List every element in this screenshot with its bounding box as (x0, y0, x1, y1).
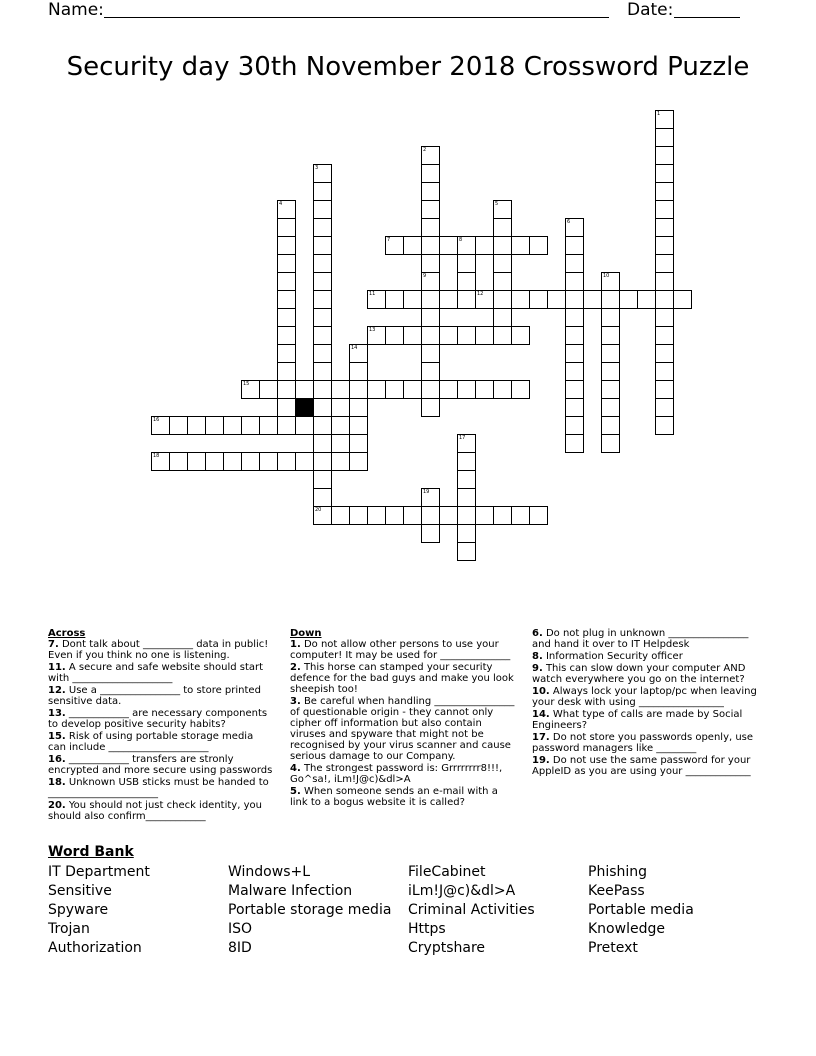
grid-cell[interactable] (655, 128, 674, 147)
grid-cell[interactable] (565, 326, 584, 345)
cell-number: 15 (243, 381, 250, 387)
clue-number: 12. (48, 685, 66, 696)
word-bank-item: Cryptshare (408, 940, 485, 956)
clue-text: Be careful when handling ________________ of questionable origin - they cannot only cipher off information but also contain viruses and spyware that might not be recognised by your virus scanner and cause serious damage to our Company. (290, 696, 515, 762)
grid-cell[interactable] (367, 506, 386, 525)
grid-cell[interactable] (421, 200, 440, 219)
grid-cell[interactable] (277, 344, 296, 363)
cell-number: 16 (153, 417, 160, 423)
clue-text: Information Security officer (542, 651, 683, 662)
clue-item (532, 651, 760, 662)
grid-cell[interactable] (403, 326, 422, 345)
grid-cell[interactable] (223, 452, 242, 471)
clue-item (532, 663, 760, 685)
grid-cell[interactable] (511, 326, 530, 345)
grid-cell[interactable] (439, 380, 458, 399)
word-bank-item: FileCabinet (408, 864, 486, 880)
grid-cell[interactable] (277, 452, 296, 471)
name-label: Name: (48, 0, 104, 20)
grid-cell[interactable] (313, 218, 332, 237)
grid-cell[interactable] (493, 326, 512, 345)
clue-item (290, 662, 515, 695)
page-title: Security day 30th November 2018 Crossword Puzzle (66, 52, 750, 82)
cell-number: 13 (369, 327, 376, 333)
word-bank-item: Windows+L (228, 864, 311, 880)
clue-item (48, 777, 273, 799)
grid-cell[interactable] (313, 200, 332, 219)
grid-cell[interactable] (655, 110, 674, 129)
clue-item (532, 709, 760, 731)
down-clues (290, 628, 515, 809)
grid-cell[interactable] (601, 326, 620, 345)
across-clues (48, 628, 273, 823)
grid-cell[interactable] (403, 380, 422, 399)
grid-cell[interactable] (493, 272, 512, 291)
grid-cell[interactable] (313, 326, 332, 345)
grid-cell[interactable] (457, 326, 476, 345)
word-bank-item: ISO (228, 921, 253, 937)
grid-cell[interactable] (511, 380, 530, 399)
cell-number: 11 (369, 291, 376, 297)
clue-number: 18. (48, 777, 66, 788)
grid-cell[interactable] (313, 398, 332, 417)
clue-number: 13. (48, 708, 66, 719)
grid-cell[interactable] (601, 272, 620, 291)
clue-text: This horse can stamped your security defence for the bad guys and make you look sheepish too! (290, 662, 514, 695)
grid-cell[interactable] (601, 416, 620, 435)
grid-cell[interactable] (313, 470, 332, 489)
grid-cell[interactable] (295, 452, 314, 471)
grid-cell[interactable] (367, 326, 386, 345)
clue-number: 20. (48, 800, 66, 811)
cell-number: 17 (459, 435, 466, 441)
grid-cell[interactable] (349, 506, 368, 525)
grid-cell[interactable] (313, 236, 332, 255)
word-bank-item: Https (408, 921, 446, 937)
clue-text: You should not just check identity, you should also confirm____________ (48, 800, 262, 822)
grid-cell[interactable] (421, 218, 440, 237)
word-bank-item: Sensitive (48, 883, 112, 899)
grid-cell[interactable] (565, 344, 584, 363)
grid-cell[interactable] (637, 290, 656, 309)
grid-cell[interactable] (277, 236, 296, 255)
grid-cell[interactable] (457, 272, 476, 291)
grid-cell[interactable] (475, 290, 494, 309)
grid-cell[interactable] (493, 380, 512, 399)
grid-cell[interactable] (385, 236, 404, 255)
grid-cell[interactable] (259, 380, 278, 399)
grid-cell[interactable] (331, 416, 350, 435)
grid-cell[interactable] (277, 380, 296, 399)
grid-cell[interactable] (421, 506, 440, 525)
across-heading: Across (48, 628, 86, 639)
grid-cell[interactable] (313, 380, 332, 399)
down-heading: Down (290, 628, 322, 639)
clue-text: Do not allow other persons to use your computer! It may be used for ______________ (290, 639, 511, 661)
word-bank-item: Portable media (588, 902, 694, 918)
grid-cell[interactable] (511, 506, 530, 525)
word-bank-item: Pretext (588, 940, 638, 956)
word-bank-item: Trojan (48, 921, 90, 937)
clue-item (532, 755, 760, 777)
clue-text: Do not use the same password for your AppleID as you are using your _____________ (532, 755, 751, 777)
clue-text: ____________ are necessary components to develop positive security habits? (48, 708, 268, 730)
word-bank-item: 8ID (228, 940, 252, 956)
cell-number: 12 (477, 291, 484, 297)
grid-cell[interactable] (313, 416, 332, 435)
cell-number: 8 (459, 237, 463, 243)
grid-cell[interactable] (241, 416, 260, 435)
word-bank-item: Spyware (48, 902, 109, 918)
grid-cell[interactable] (565, 272, 584, 291)
grid-cell[interactable] (457, 380, 476, 399)
grid-cell[interactable] (403, 506, 422, 525)
cell-number: 4 (279, 201, 283, 207)
grid-cell[interactable] (565, 398, 584, 417)
clue-text: Always lock your laptop/pc when leaving your desk with using _________________ (532, 686, 757, 708)
grid-cell[interactable] (511, 236, 530, 255)
clue-item (290, 786, 515, 808)
grid-cell[interactable] (529, 506, 548, 525)
grid-cell[interactable] (313, 362, 332, 381)
grid-cell[interactable] (241, 452, 260, 471)
grid-cell[interactable] (421, 362, 440, 381)
grid-cell[interactable] (169, 416, 188, 435)
grid-cell[interactable] (655, 380, 674, 399)
grid-cell[interactable] (547, 290, 566, 309)
grid-cell[interactable] (385, 326, 404, 345)
grid-cell[interactable] (241, 380, 260, 399)
grid-cell[interactable] (187, 416, 206, 435)
grid-cell[interactable] (277, 218, 296, 237)
grid-cell[interactable] (313, 308, 332, 327)
cell-number: 2 (423, 147, 427, 153)
clue-number: 15. (48, 731, 66, 742)
grid-cell[interactable] (421, 164, 440, 183)
word-bank-item: Portable storage media (228, 902, 392, 918)
grid-cell[interactable] (313, 506, 332, 525)
clue-number: 5. (290, 786, 301, 797)
grid-cell[interactable] (655, 182, 674, 201)
grid-cell[interactable] (655, 272, 674, 291)
clue-number: 1. (290, 639, 301, 650)
word-bank-column (408, 863, 535, 958)
word-bank-item: Knowledge (588, 921, 665, 937)
grid-cell[interactable] (385, 506, 404, 525)
grid-cell[interactable] (529, 236, 548, 255)
grid-cell[interactable] (169, 452, 188, 471)
word-bank-item: Malware Infection (228, 883, 353, 899)
grid-cell[interactable] (403, 236, 422, 255)
grid-cell[interactable] (277, 254, 296, 273)
grid-cell[interactable] (277, 290, 296, 309)
grid-cell[interactable] (331, 506, 350, 525)
clue-text: Do not plug in unknown ________________ and hand it over to IT Helpdesk (532, 628, 749, 650)
grid-cell[interactable] (259, 416, 278, 435)
clue-text: The strongest password is: Grrrrrrrr8!!!, Go^sa!, iLm!J@c)&dl>A (290, 763, 503, 785)
grid-cell[interactable] (439, 326, 458, 345)
grid-cell[interactable] (601, 362, 620, 381)
grid-cell[interactable] (601, 380, 620, 399)
grid-cell[interactable] (655, 308, 674, 327)
grid-cell[interactable] (313, 488, 332, 507)
grid-cell[interactable] (349, 380, 368, 399)
grid-cell[interactable] (205, 416, 224, 435)
cell-number: 6 (567, 219, 571, 225)
word-bank-column (588, 863, 694, 958)
grid-cell[interactable] (655, 200, 674, 219)
clue-number: 10. (532, 686, 550, 697)
grid-cell[interactable] (655, 146, 674, 165)
grid-cell[interactable] (439, 290, 458, 309)
word-bank-title: Word Bank (48, 844, 134, 860)
grid-cell[interactable] (655, 236, 674, 255)
grid-cell[interactable] (277, 362, 296, 381)
down-clues-continued (532, 628, 760, 778)
grid-cell[interactable] (457, 488, 476, 507)
grid-cell[interactable] (421, 380, 440, 399)
grid-cell[interactable] (349, 434, 368, 453)
cell-number: 9 (423, 273, 427, 279)
clue-text: A secure and safe website should start with ____________________ (48, 662, 264, 684)
grid-cell[interactable] (277, 398, 296, 417)
clue-text: What type of calls are made by Social Engineers? (532, 709, 743, 731)
grid-cell[interactable] (421, 290, 440, 309)
grid-cell[interactable] (565, 434, 584, 453)
grid-cell[interactable] (331, 452, 350, 471)
grid-cell[interactable] (655, 290, 674, 309)
grid-cell[interactable] (421, 236, 440, 255)
grid-cell[interactable] (403, 290, 422, 309)
grid-cell[interactable] (457, 236, 476, 255)
grid-cell[interactable] (295, 416, 314, 435)
grid-cell[interactable] (277, 308, 296, 327)
grid-cell[interactable] (565, 362, 584, 381)
clue-item (48, 708, 273, 730)
grid-cell[interactable] (457, 470, 476, 489)
grid-cell[interactable] (313, 344, 332, 363)
grid-cell[interactable] (313, 164, 332, 183)
black-cell (295, 398, 314, 417)
clue-item (48, 639, 273, 661)
clue-text: ____________ transfers are stronly encrypted and more secure using passwords (48, 754, 273, 776)
clue-item (532, 732, 760, 754)
clue-number: 14. (532, 709, 550, 720)
grid-cell[interactable] (511, 290, 530, 309)
grid-cell[interactable] (385, 290, 404, 309)
grid-cell[interactable] (331, 380, 350, 399)
grid-cell[interactable] (493, 236, 512, 255)
grid-cell[interactable] (313, 272, 332, 291)
clue-item (290, 639, 515, 661)
grid-cell[interactable] (223, 416, 242, 435)
clue-text: Use a ________________ to store printed sensitive data. (48, 685, 261, 707)
cell-number: 19 (423, 489, 430, 495)
grid-cell[interactable] (349, 344, 368, 363)
clue-item (532, 686, 760, 708)
grid-cell[interactable] (349, 416, 368, 435)
clue-text: Do not store you passwords openly, use password managers like ________ (532, 732, 754, 754)
cell-number: 5 (495, 201, 499, 207)
grid-cell[interactable] (385, 380, 404, 399)
grid-cell[interactable] (655, 344, 674, 363)
grid-cell[interactable] (151, 452, 170, 471)
grid-cell[interactable] (421, 398, 440, 417)
grid-cell[interactable] (277, 326, 296, 345)
grid-cell[interactable] (655, 164, 674, 183)
grid-cell[interactable] (277, 272, 296, 291)
grid-cell[interactable] (655, 416, 674, 435)
clue-number: 17. (532, 732, 550, 743)
clue-item (290, 763, 515, 785)
grid-cell[interactable] (205, 452, 224, 471)
grid-cell[interactable] (457, 290, 476, 309)
grid-cell[interactable] (313, 434, 332, 453)
grid-cell[interactable] (565, 236, 584, 255)
clue-item (532, 628, 760, 650)
grid-cell[interactable] (439, 236, 458, 255)
grid-cell[interactable] (655, 362, 674, 381)
grid-cell[interactable] (295, 380, 314, 399)
clue-number: 9. (532, 663, 543, 674)
cell-number: 7 (387, 237, 391, 243)
cell-number: 20 (315, 507, 322, 513)
grid-cell[interactable] (475, 506, 494, 525)
grid-cell[interactable] (583, 290, 602, 309)
word-bank-item: Authorization (48, 940, 142, 956)
grid-cell[interactable] (421, 344, 440, 363)
grid-cell[interactable] (475, 236, 494, 255)
word-bank-item: KeePass (588, 883, 645, 899)
grid-cell[interactable] (601, 308, 620, 327)
grid-cell[interactable] (313, 290, 332, 309)
grid-cell[interactable] (493, 218, 512, 237)
clue-item (290, 696, 515, 762)
grid-cell[interactable] (475, 326, 494, 345)
grid-cell[interactable] (601, 344, 620, 363)
grid-cell[interactable] (565, 380, 584, 399)
word-bank-item: Phishing (588, 864, 648, 880)
grid-cell[interactable] (619, 290, 638, 309)
clue-item (48, 731, 273, 753)
clue-number: 8. (532, 651, 543, 662)
grid-cell[interactable] (655, 218, 674, 237)
grid-cell[interactable] (349, 362, 368, 381)
word-bank-column (228, 863, 391, 958)
cell-number: 10 (603, 273, 610, 279)
grid-cell[interactable] (565, 290, 584, 309)
grid-cell[interactable] (277, 416, 296, 435)
grid-cell[interactable] (313, 254, 332, 273)
grid-cell[interactable] (349, 398, 368, 417)
grid-cell[interactable] (421, 308, 440, 327)
grid-cell[interactable] (367, 290, 386, 309)
grid-cell[interactable] (475, 380, 494, 399)
clue-text: Unknown USB sticks must be handed to ______________________ (48, 777, 269, 799)
grid-cell[interactable] (655, 254, 674, 273)
cell-number: 1 (657, 111, 661, 117)
grid-cell[interactable] (601, 290, 620, 309)
grid-cell[interactable] (439, 506, 458, 525)
clue-item (48, 754, 273, 776)
grid-cell[interactable] (421, 524, 440, 543)
grid-cell[interactable] (421, 488, 440, 507)
grid-cell[interactable] (277, 200, 296, 219)
grid-cell[interactable] (529, 290, 548, 309)
clue-number: 16. (48, 754, 66, 765)
clue-text: Risk of using portable storage media can include ____________________ (48, 731, 254, 753)
grid-cell[interactable] (565, 254, 584, 273)
grid-cell[interactable] (421, 254, 440, 273)
clue-number: 2. (290, 662, 301, 673)
clue-number: 19. (532, 755, 550, 766)
grid-cell[interactable] (673, 290, 692, 309)
grid-cell[interactable] (493, 506, 512, 525)
clue-text: When someone sends an e-mail with a link to a bogus website it is called? (290, 786, 498, 808)
grid-cell[interactable] (457, 434, 476, 453)
grid-cell[interactable] (259, 452, 278, 471)
clue-item (48, 685, 273, 707)
grid-cell[interactable] (493, 200, 512, 219)
grid-cell[interactable] (655, 398, 674, 417)
clue-text: This can slow down your computer AND watch everywhere you go on the internet? (532, 663, 746, 685)
grid-cell[interactable] (565, 308, 584, 327)
grid-cell[interactable] (655, 326, 674, 345)
word-bank-item: IT Department (48, 864, 150, 880)
grid-cell[interactable] (151, 416, 170, 435)
clue-number: 7. (48, 639, 59, 650)
cell-number: 3 (315, 165, 319, 171)
cell-number: 18 (153, 453, 160, 459)
grid-cell[interactable] (565, 218, 584, 237)
clue-text: Dont talk about __________ data in public! Even if you think no one is listening. (48, 639, 269, 661)
grid-cell[interactable] (187, 452, 206, 471)
grid-cell[interactable] (421, 182, 440, 201)
word-bank-item: Criminal Activities (408, 902, 535, 918)
grid-cell[interactable] (421, 146, 440, 165)
grid-cell[interactable] (367, 380, 386, 399)
grid-cell[interactable] (493, 290, 512, 309)
cell-number: 14 (351, 345, 358, 351)
clue-number: 6. (532, 628, 543, 639)
grid-cell[interactable] (349, 452, 368, 471)
grid-cell[interactable] (601, 398, 620, 417)
grid-cell[interactable] (313, 452, 332, 471)
date-label: Date: (627, 0, 674, 20)
grid-cell[interactable] (493, 254, 512, 273)
clue-number: 3. (290, 696, 301, 707)
grid-cell[interactable] (457, 524, 476, 543)
clue-item (48, 800, 273, 822)
clue-item (48, 662, 273, 684)
grid-cell[interactable] (493, 308, 512, 327)
grid-cell[interactable] (421, 326, 440, 345)
grid-cell[interactable] (457, 542, 476, 561)
grid-cell[interactable] (313, 182, 332, 201)
word-bank-column (48, 863, 150, 958)
grid-cell[interactable] (457, 506, 476, 525)
clue-number: 11. (48, 662, 66, 673)
grid-cell[interactable] (601, 434, 620, 453)
clue-number: 4. (290, 763, 301, 774)
grid-cell[interactable] (457, 254, 476, 273)
word-bank-item: iLm!J@c)&dl>A (408, 883, 516, 899)
grid-cell[interactable] (457, 452, 476, 471)
grid-cell[interactable] (421, 272, 440, 291)
grid-cell[interactable] (565, 416, 584, 435)
